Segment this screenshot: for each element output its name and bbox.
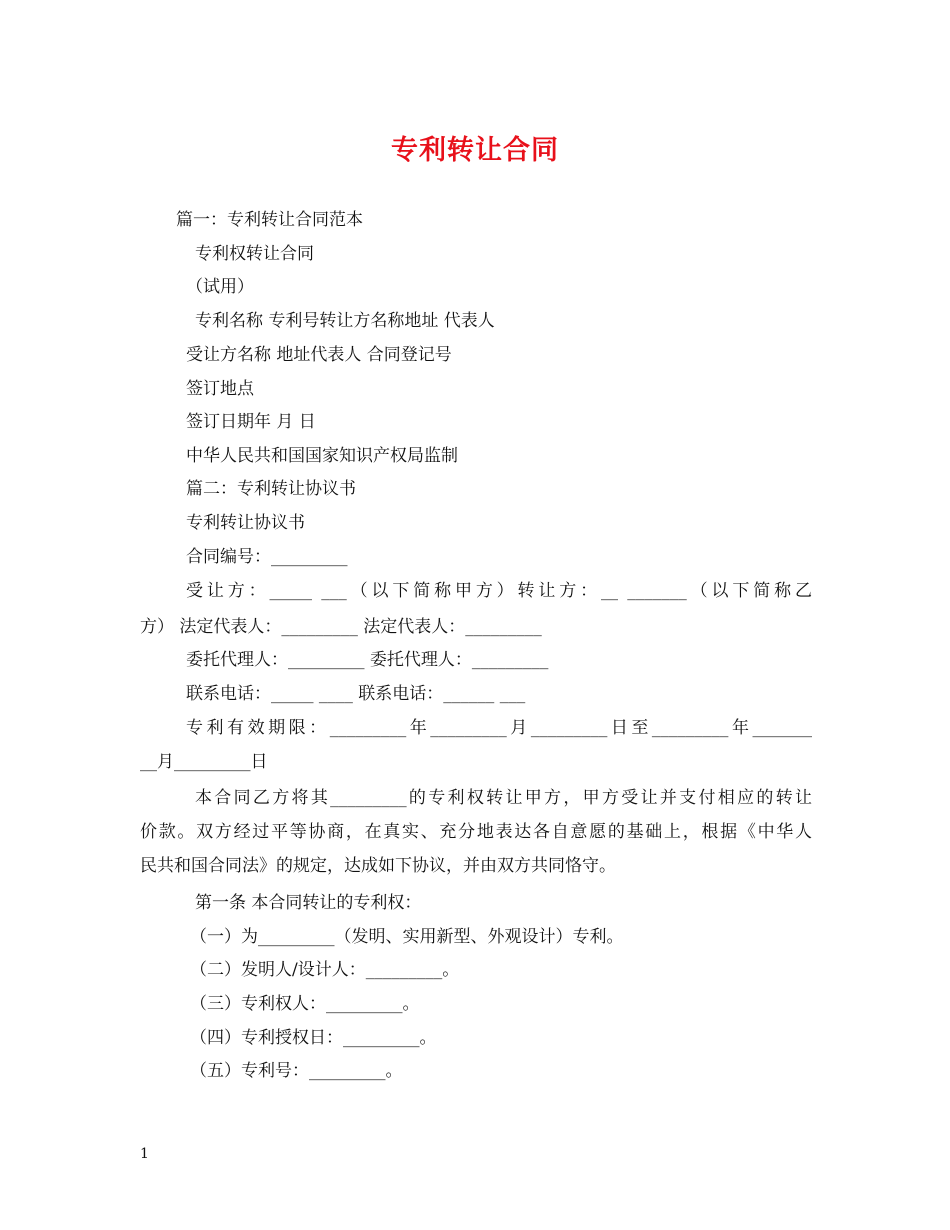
list-item: （二）发明人/设计人：_________。 — [190, 960, 460, 980]
text-line: 委托代理人：_________ 委托代理人：_________ — [186, 650, 549, 670]
text-line: 方） 法定代表人：_________ 法定代表人：_________ — [140, 617, 542, 637]
text-line: 受让方名称 地址代表人 合同登记号 — [186, 345, 452, 365]
text-line: 专利转让协议书 — [186, 513, 305, 533]
list-item: （三）专利权人：_________。 — [190, 994, 420, 1014]
list-item: （五）专利号：_________。 — [190, 1061, 403, 1081]
text-line: 篇二：专利转让协议书 — [186, 479, 356, 499]
text-line: __月_________日 — [140, 752, 268, 772]
text-line: （试用） — [186, 277, 254, 297]
document-title: 专利转让合同 — [391, 135, 559, 166]
text-line: 中华人民共和国国家知识产权局监制 — [186, 446, 458, 466]
page-number: 1 — [140, 1146, 149, 1162]
text-line: 专利名称 专利号转让方名称地址 代表人 — [195, 311, 495, 331]
section-heading: 第一条 本合同转让的专利权： — [195, 893, 422, 913]
text-line: 专利有效期限：_________年_________月_________日至_________年_______ — [186, 718, 812, 738]
text-line: 签订地点 — [186, 379, 254, 399]
paragraph-line: 民共和国合同法》的规定，达成如下协议，并由双方共同恪守。 — [140, 856, 616, 876]
paragraph-line: 本合同乙方将其_________的专利权转让甲方，甲方受让并支付相应的转让 — [195, 788, 812, 808]
text-line: 签订日期年 月 日 — [186, 412, 316, 432]
paragraph-line: 价款。双方经过平等协商，在真实、充分地表达各自意愿的基础上，根据《中华人 — [140, 822, 812, 842]
text-line: 专利权转让合同 — [195, 244, 314, 264]
text-line: 篇一：专利转让合同范本 — [176, 210, 363, 230]
list-item: （四）专利授权日：_________。 — [190, 1028, 437, 1048]
list-item: （一）为_________（发明、实用新型、外观设计）专利。 — [190, 927, 624, 947]
text-line: 受让方：_____ ___（以下简称甲方）转让方：__ _______（以下简称乙 — [186, 581, 812, 601]
text-line: 联系电话：_____ ____ 联系电话：______ ___ — [186, 684, 526, 704]
text-line: 合同编号：_________ — [186, 547, 348, 567]
